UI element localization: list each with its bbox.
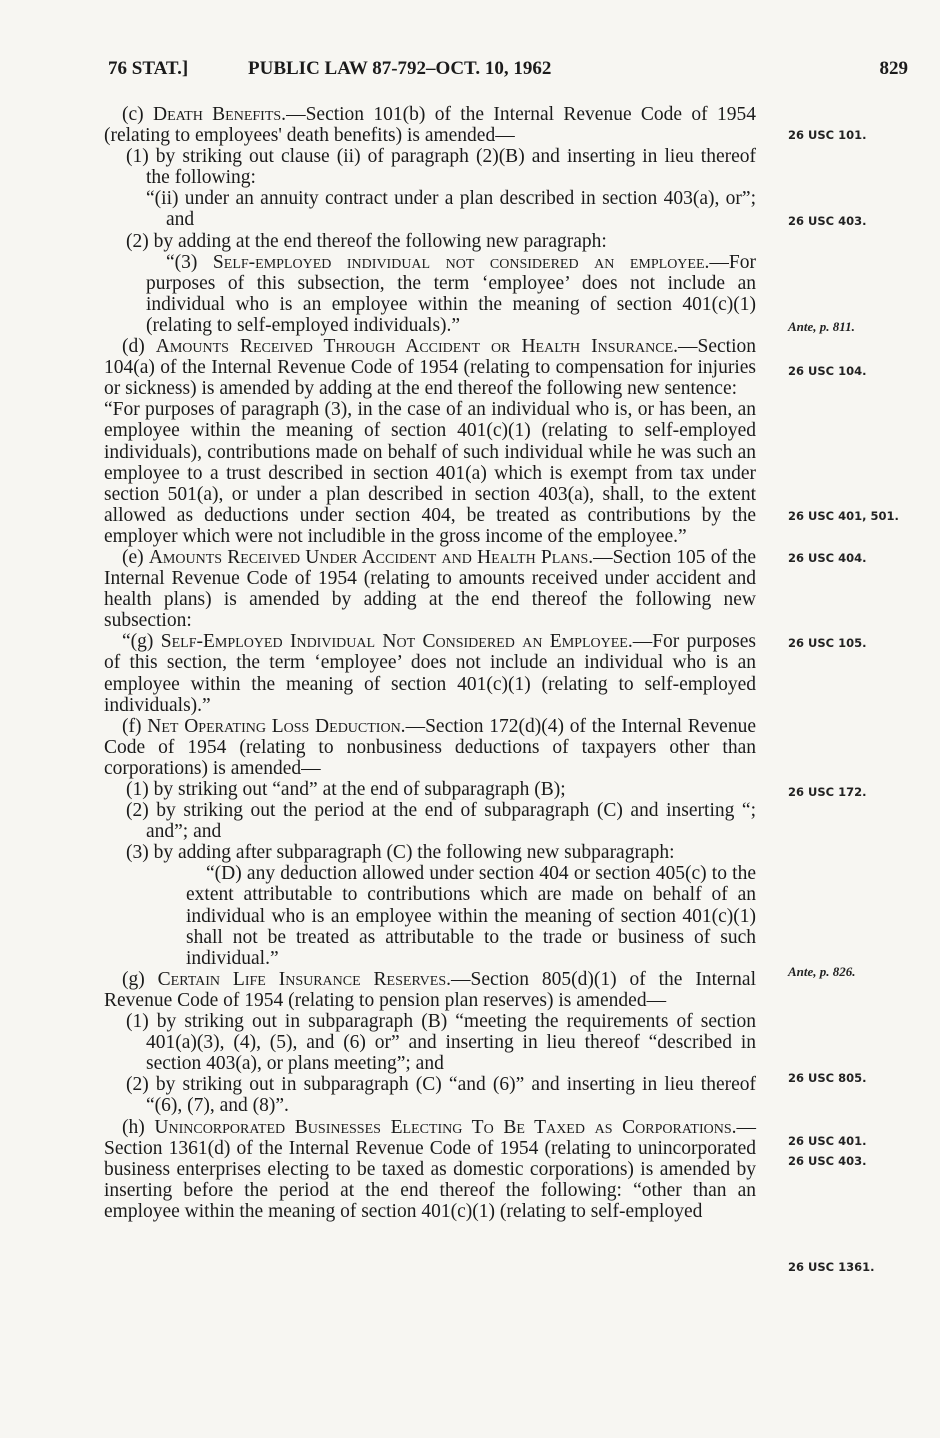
clause-c-1-ii: “(ii) under an annuity contract under a plan described in section 403(a), or”; and: [146, 188, 756, 231]
clause-c-1: (1) by striking out clause (ii) of paragraph (2)(B) and inserting in lieu thereof the following:: [126, 146, 756, 189]
margin-note: Ante, p. 826.: [788, 964, 856, 979]
statute-volume: 76 STAT.]: [108, 58, 189, 79]
clause-g-2: (2) by striking out in subparagraph (C) “and (6)” and inserting in lieu thereof “(6), (7), and (8)”.: [126, 1074, 756, 1117]
margin-note: 26 USC 101.: [788, 128, 867, 142]
margin-note: 26 USC 1361.: [788, 1260, 875, 1274]
margin-note: 26 USC 401, 501.: [788, 509, 899, 523]
subsection-e-g: “(g) Self-Employed Individual Not Considered an Employee.—For purposes of this section, the term ‘employee’ does not include an individual who is an employee within the meaning of section 401(c)(1) (relating to self-employed individuals).”: [104, 631, 756, 716]
margin-note: Ante, p. 811.: [788, 319, 855, 334]
subsection-e: (e) Amounts Received Under Accident and Health Plans.—Section 105 of the Internal Revenue Code of 1954 (relating to amounts received under accident and health plans) is amended by adding at the end thereof the following new subsection:: [104, 546, 756, 632]
subsection-f: (f) Net Operating Loss Deduction.—Section 172(d)(4) of the Internal Revenue Code of 1954 (relating to nonbusiness deductions of taxpayers other than corporations) is amended—: [104, 715, 756, 779]
statute-text: [104, 104, 756, 1222]
clause-g-1: (1) by striking out in subparagraph (B) “meeting the requirements of section 401(a)(3), (4), (5), and (6) or” and inserting in lieu thereof “described in section 403(a), or plans meeting”; and: [126, 1011, 756, 1075]
clause-f-3: (3) by adding after subparagraph (C) the following new subparagraph:: [126, 842, 675, 864]
margin-note: 26 USC 105.: [788, 636, 867, 650]
subsection-d: (d) Amounts Received Through Accident or Health Insurance.—Section 104(a) of the Internal Revenue Code of 1954 (relating to compensation for injuries or sickness) is amended by adding at the end thereof the following new sentence:: [104, 336, 756, 400]
margin-note: 26 USC 805.: [788, 1071, 867, 1085]
paragraph-c-3: “(3) Self-employed individual not considered an employee.—For purposes of this subsection, the term ‘employee’ does not include an individual who is an employee within the meaning of section 401(c)(1) (relating to self-employed individuals).”: [146, 251, 756, 336]
subsection-g: (g) Certain Life Insurance Reserves.—Section 805(d)(1) of the Internal Revenue Code of 1954 (relating to pension plan reserves) is amended—: [104, 968, 756, 1011]
subsection-c: (c) Death Benefits.—Section 101(b) of the Internal Revenue Code of 1954 (relating to employees' death benefits) is amended—: [104, 104, 756, 147]
clause-f-1: (1) by striking out “and” at the end of subparagraph (B);: [126, 779, 566, 800]
page-number: 829: [879, 58, 908, 79]
subparagraph-f-d: “(D) any deduction allowed under section 404 or section 405(c) to the extent attributable to contributions which are made on behalf of an individual who is an employee within the meaning of section 401(c)(1) shall not be treated as attributable to the trade or business of such individual.”: [186, 863, 756, 969]
quoted-sentence-d: “For purposes of paragraph (3), in the case of an individual who is, or has been, an employee within the meaning of section 401(c)(1) (relating to self-employed individuals), contributions made on behalf of such individual while he was such an employee to a trust described in section 401(a) which is exempt from tax under section 501(a), or under a plan described in section 403(a), shall, to the extent allowed as deductions under section 404, be treated as contributions by the employer which were not includible in the gross income of the employee.”: [104, 399, 756, 547]
page-header: [108, 58, 908, 86]
public-law-title: PUBLIC LAW 87-792–OCT. 10, 1962: [248, 58, 552, 79]
margin-note: 26 USC 404.: [788, 551, 867, 565]
margin-note: 26 USC 403.: [788, 214, 867, 228]
margin-note: 26 USC 403.: [788, 1154, 867, 1168]
subsection-h: (h) Unincorporated Businesses Electing To Be Taxed as Corporations.—Section 1361(d) of the Internal Revenue Code of 1954 (relating to unincorporated business enterprises electing to be taxed as domestic corporations) is amended by inserting before the period at the end thereof the following: “other than an employee within the meaning of section 401(c)(1) (relating to self-employed: [104, 1116, 756, 1222]
margin-note: 26 USC 104.: [788, 364, 867, 378]
margin-note: 26 USC 401.: [788, 1134, 867, 1148]
margin-note: 26 USC 172.: [788, 785, 867, 799]
clause-f-2: (2) by striking out the period at the end of subparagraph (C) and inserting “; and”; and: [126, 800, 756, 843]
clause-c-2: (2) by adding at the end thereof the following new paragraph:: [126, 230, 607, 252]
